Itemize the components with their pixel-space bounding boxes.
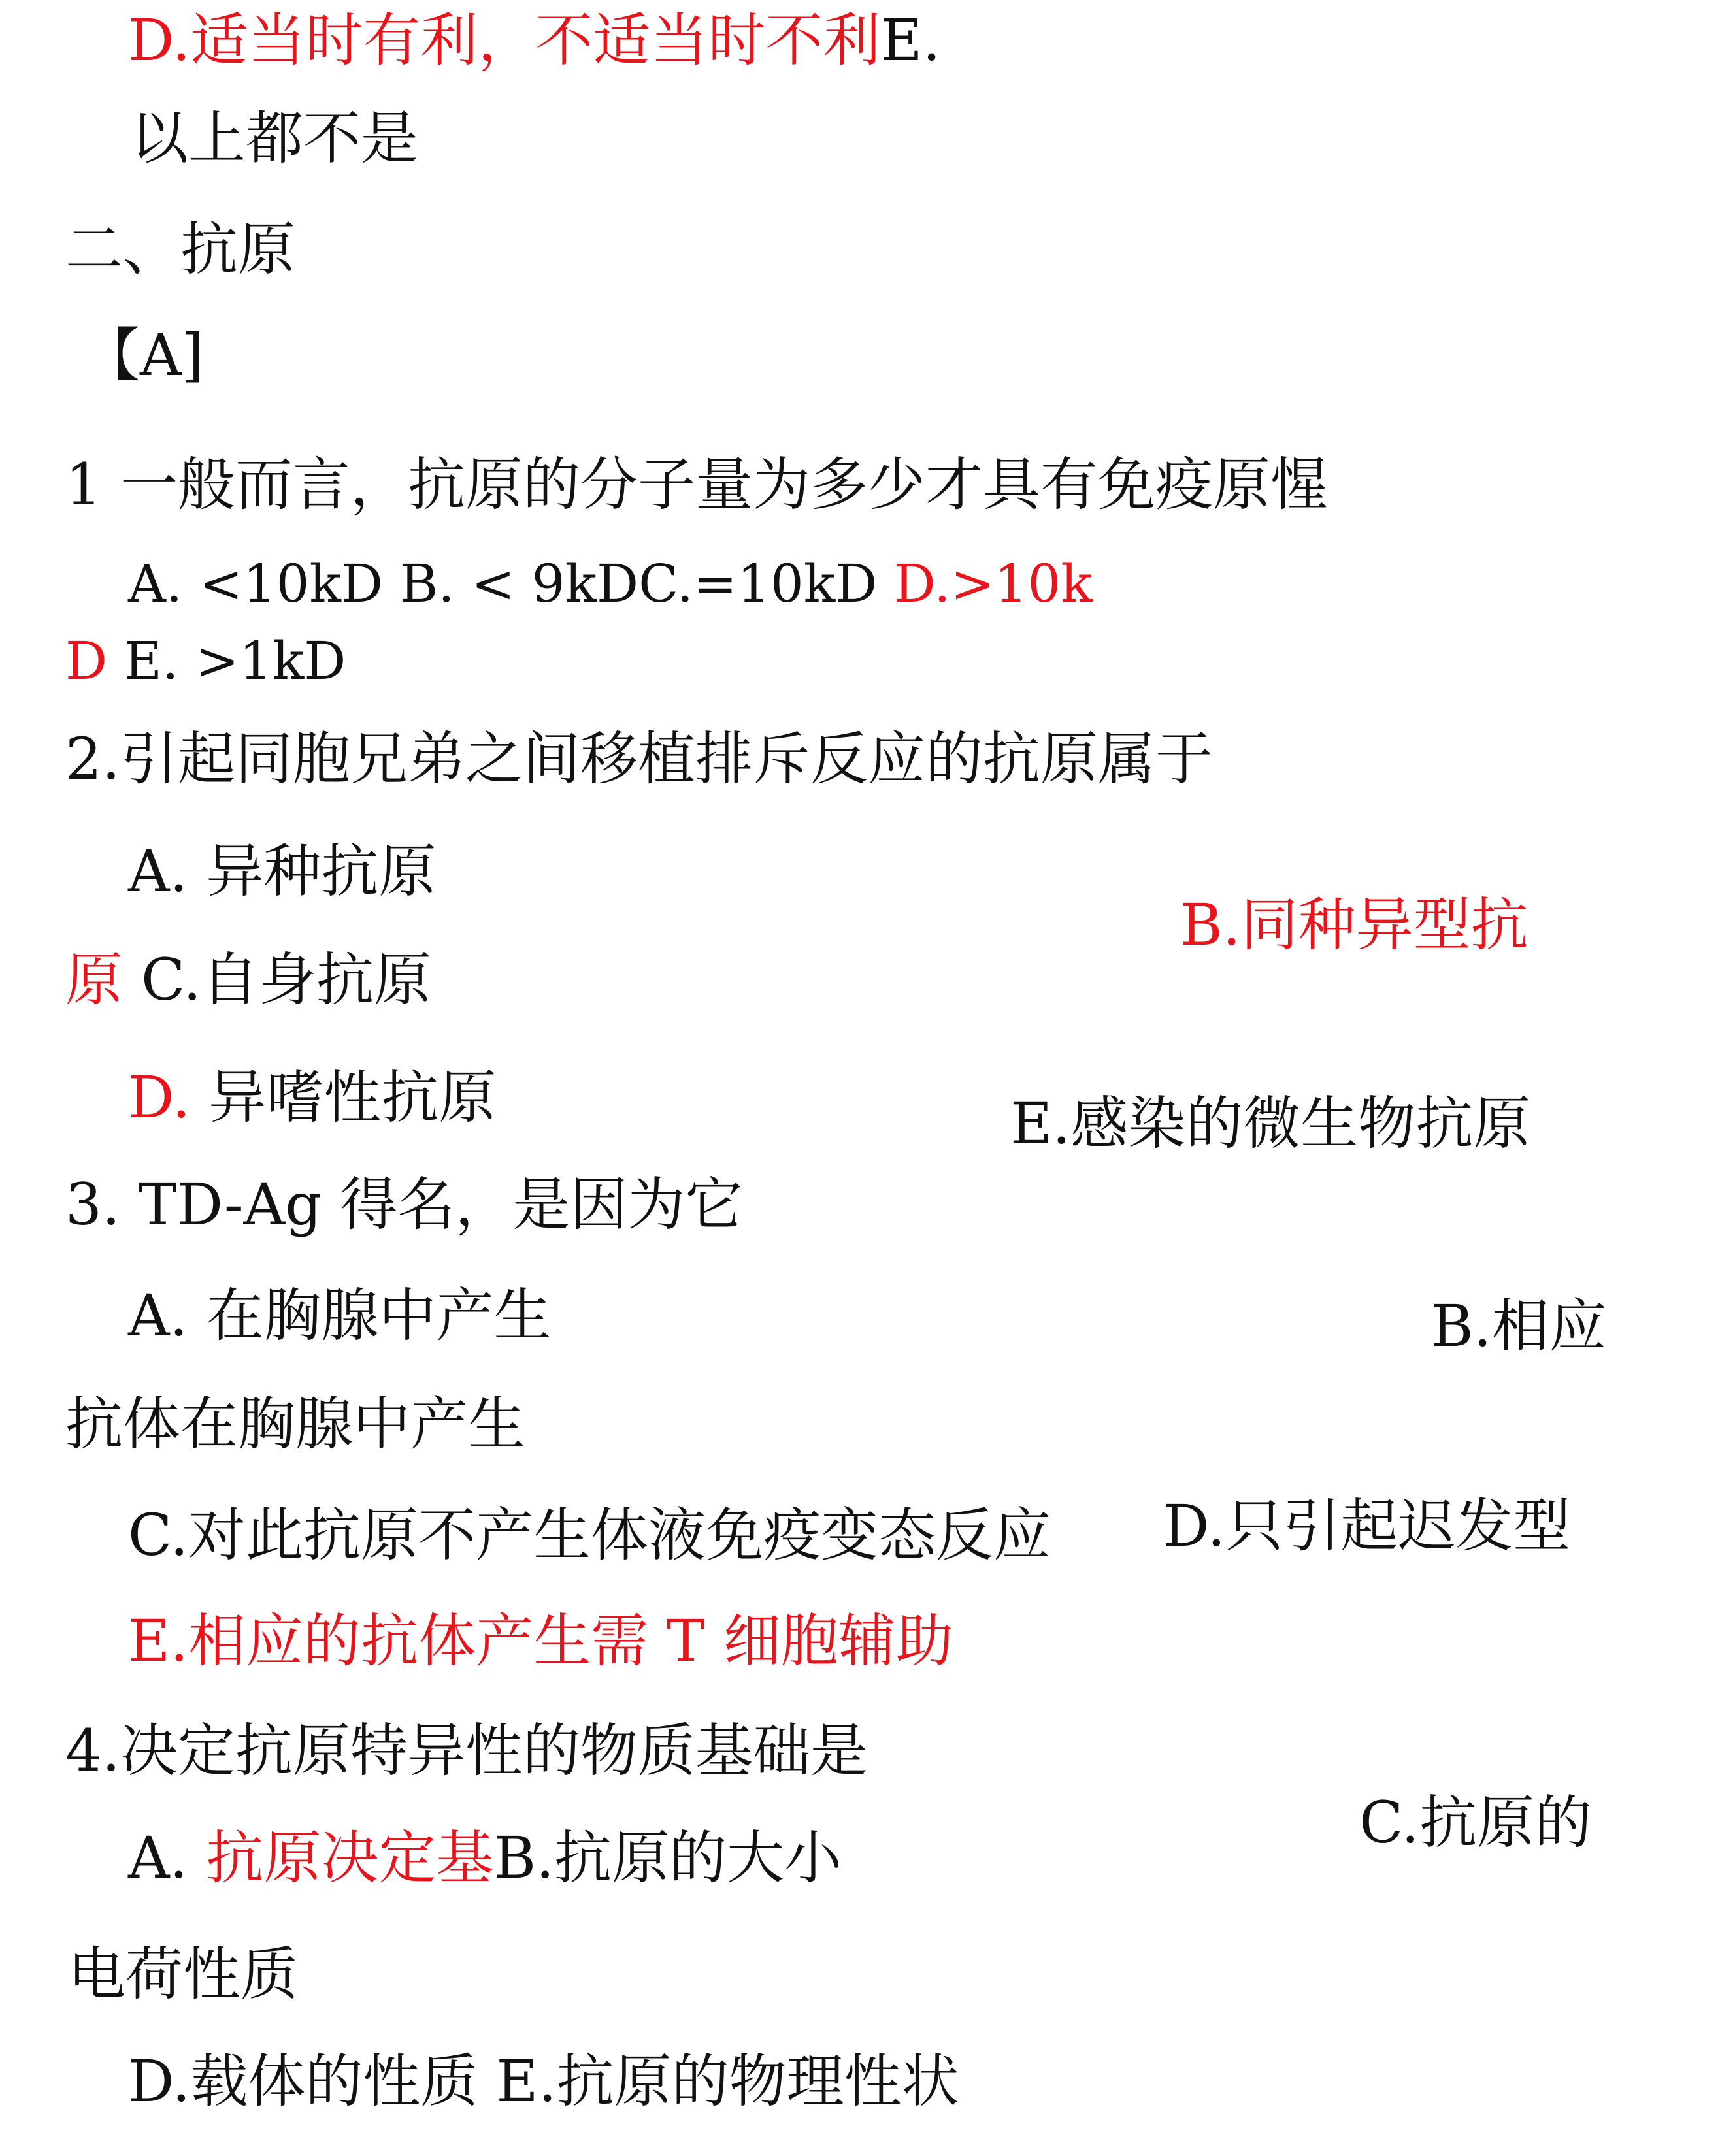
section-heading: 二、抗原 <box>65 216 296 283</box>
question-2-option-d <box>128 1064 497 1131</box>
option-e-label: E. <box>880 7 941 74</box>
question-3-option-b: B.相应 <box>1431 1292 1607 1360</box>
question-1-answer-d: D.>10k <box>893 553 1093 614</box>
question-4-option-c: C.抗原的 <box>1359 1789 1593 1856</box>
question-type-label: 【A] <box>82 321 204 389</box>
question-1-options <box>128 553 1093 614</box>
question-2-option-d-label: D. <box>128 1064 191 1131</box>
question-1-options-a-c: A. <10kD B. < 9kDC.=10kD <box>128 553 894 614</box>
option-line-1 <box>128 7 941 74</box>
answer-option-d: D.适当时有利，不适当时不利 <box>128 7 881 74</box>
question-4-option-b: B.抗原的大小 <box>493 1824 842 1891</box>
question-4-options-ab <box>128 1824 842 1891</box>
question-3-answer-e: E.相应的抗体产生需 T 细胞辅助 <box>128 1607 953 1674</box>
question-2-option-d-text: 异嗜性抗原 <box>190 1064 497 1131</box>
question-3: 3. TD-Ag 得名，是因为它 <box>65 1171 743 1238</box>
question-2-option-a: A. 异种抗原 <box>128 838 437 905</box>
question-2-option-cont <box>65 946 432 1013</box>
option-line-2: 以上都不是 <box>131 105 419 172</box>
question-1-answer-d-cont: D <box>65 630 108 691</box>
question-4-answer-a: 抗原决定基 <box>206 1824 494 1891</box>
question-3-option-c: C.对此抗原不产生体液免疫变态反应 <box>128 1501 1051 1569</box>
question-2-answer-b: B.同种异型抗 <box>1180 891 1528 958</box>
question-4: 4.决定抗原特异性的物质基础是 <box>65 1717 868 1784</box>
question-4-option-c-cont: 电荷性质 <box>68 1940 299 2008</box>
question-3-option-d: D.只引起迟发型 <box>1163 1492 1571 1560</box>
question-4-option-a-label: A. <box>128 1824 207 1891</box>
question-2-option-e: E.感染的微生物抗原 <box>1010 1090 1531 1157</box>
question-3-option-b-cont: 抗体在胸腺中产生 <box>65 1390 526 1458</box>
question-1-options-cont <box>65 630 346 691</box>
question-2-option-c: C.自身抗原 <box>123 946 432 1013</box>
question-3-option-a: A. 在胸腺中产生 <box>128 1282 552 1349</box>
question-1: 1 一般而言，抗原的分子量为多少才具有免疫原惺 <box>65 451 1328 518</box>
question-2-answer-b-cont: 原 <box>65 946 124 1013</box>
question-2: 2.引起同胞兄弟之间移植排斥反应的抗原属于 <box>65 725 1213 792</box>
question-1-option-e: E. >1kD <box>107 630 346 691</box>
question-4-options-de: D.载体的性质 E.抗原的物理性状 <box>128 2048 959 2115</box>
